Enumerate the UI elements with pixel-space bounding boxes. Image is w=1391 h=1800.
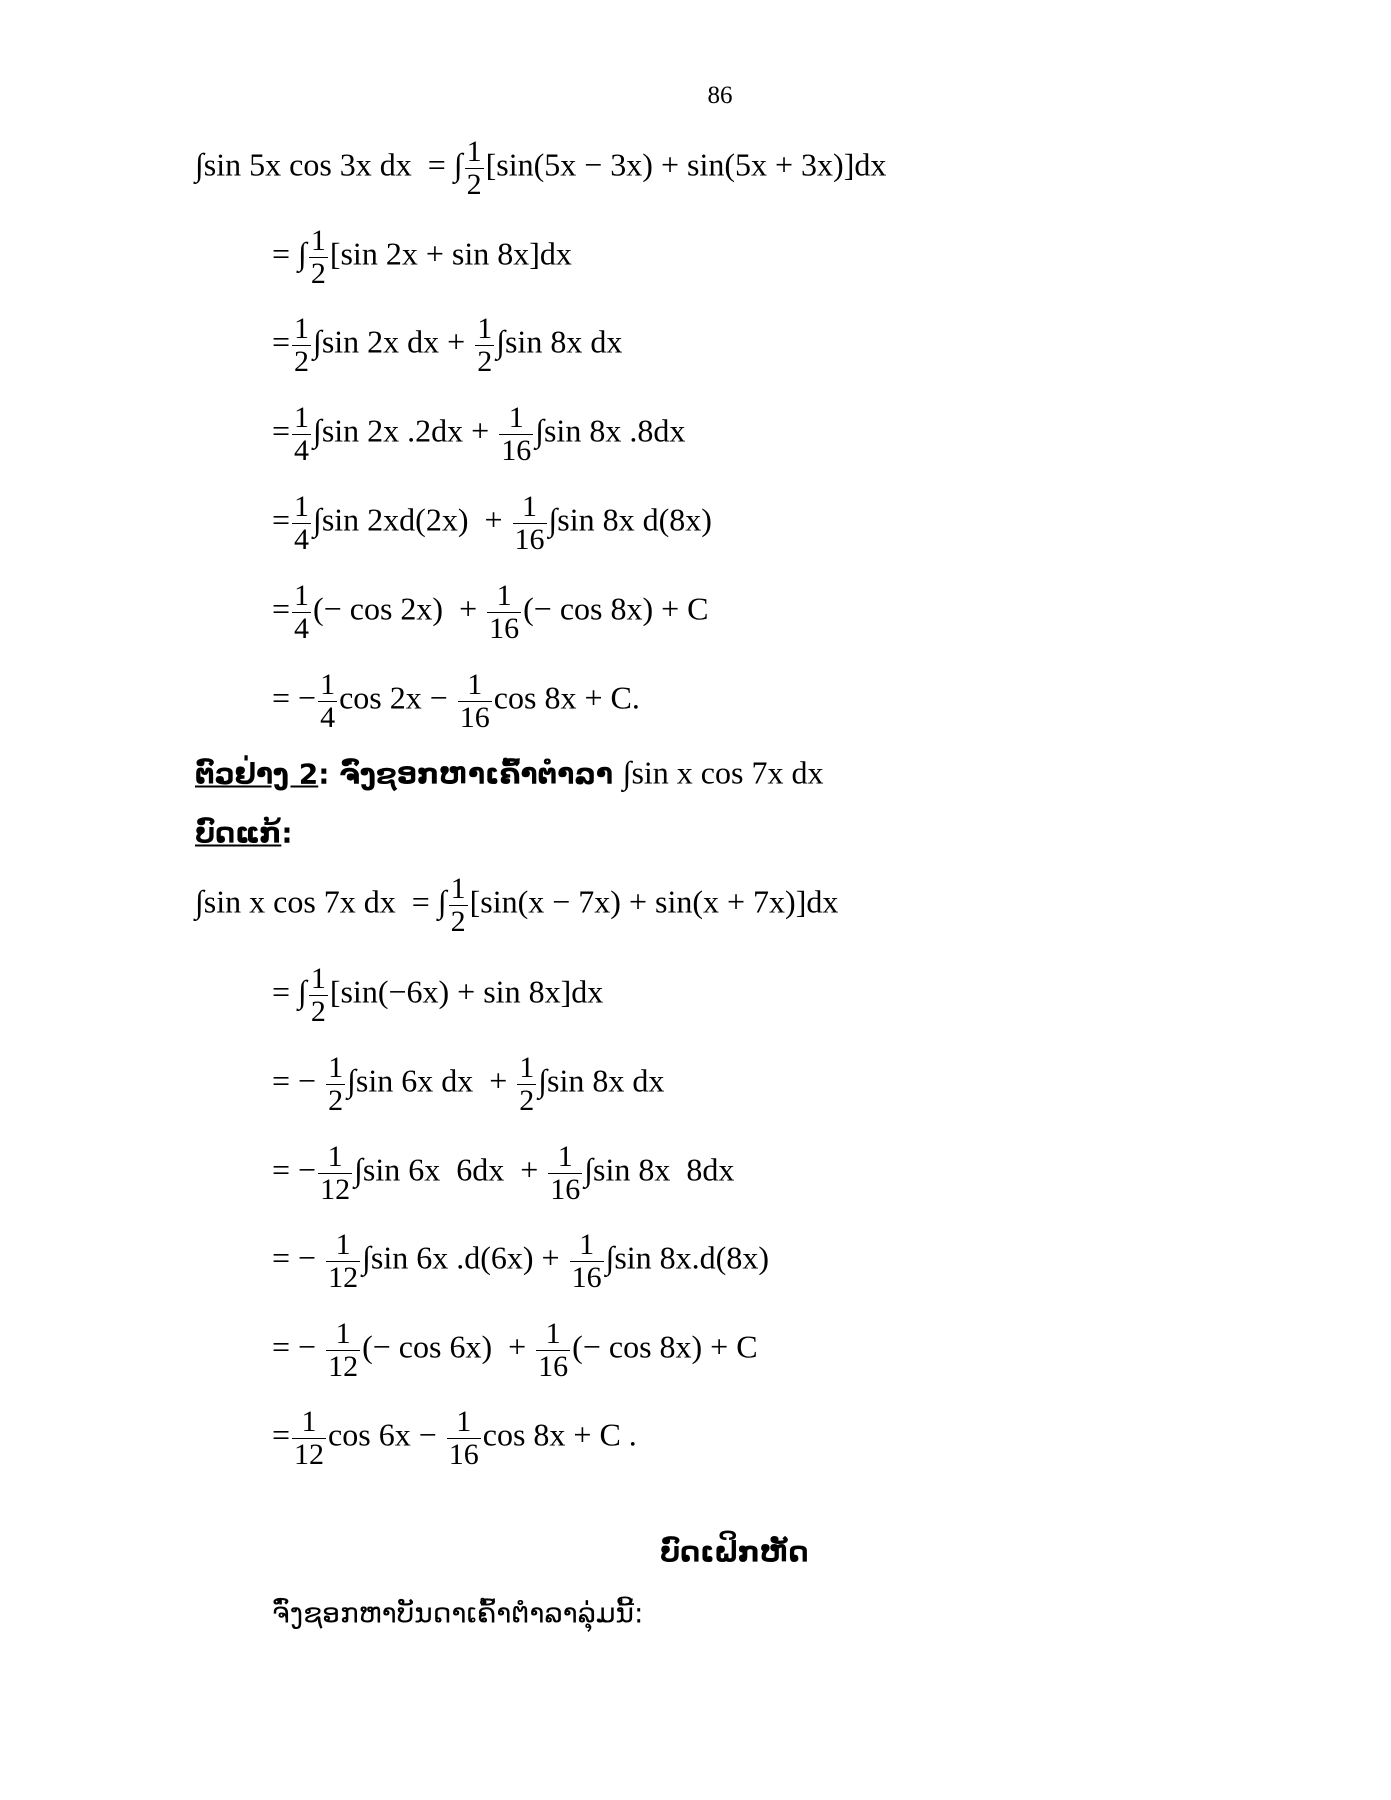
math-text: ∫sin 2xd(2x) +: [313, 501, 511, 538]
numerator: 1: [477, 312, 493, 345]
math-text: =: [272, 323, 291, 360]
numerator: 1: [466, 135, 482, 168]
denominator: 2: [477, 344, 493, 378]
denominator: 16: [448, 1437, 479, 1471]
math-text: = −: [272, 679, 317, 716]
fraction: [292, 491, 311, 555]
math-text: ∫sin 8x .8dx: [535, 412, 686, 449]
math-text: = ∫: [272, 235, 307, 272]
fraction: [536, 1318, 570, 1382]
math-line: [272, 1052, 664, 1116]
math-text: =: [272, 1416, 291, 1453]
denominator: 16: [514, 522, 545, 556]
math-text: =: [272, 412, 291, 449]
numerator: 1: [328, 1051, 344, 1084]
numerator: 1: [335, 1228, 351, 1261]
numerator: 1: [450, 872, 466, 905]
math-line: [272, 580, 709, 644]
fraction: [475, 313, 494, 377]
denominator: 12: [294, 1437, 325, 1471]
fraction: [326, 1318, 360, 1382]
fraction: [499, 402, 533, 466]
math-text: (− cos 8x) + C: [572, 1328, 758, 1365]
math-text: [sin 2x + sin 8x]dx: [329, 235, 572, 272]
fraction: [465, 136, 484, 200]
denominator: 2: [310, 994, 326, 1028]
numerator: 1: [310, 224, 326, 257]
math-text: (− cos 8x) + C: [523, 590, 709, 627]
fraction: [458, 669, 492, 733]
math-text: = ∫: [272, 973, 307, 1010]
math-text: ∫sin 6x 6dx +: [354, 1151, 547, 1188]
math-line: [272, 1318, 758, 1382]
math-text: (− cos 2x) +: [313, 590, 486, 627]
solution-colon: :: [281, 816, 293, 850]
denominator: 12: [328, 1260, 359, 1294]
denominator: 4: [320, 700, 336, 734]
fraction: [292, 1406, 326, 1470]
numerator: 1: [320, 668, 336, 701]
math-line: [272, 313, 622, 377]
numerator: 1: [467, 668, 483, 701]
numerator: 1: [294, 312, 310, 345]
denominator: 2: [450, 904, 466, 938]
fraction: [570, 1229, 604, 1293]
math-text: cos 8x + C .: [482, 1416, 637, 1453]
math-line: [272, 1406, 637, 1470]
fraction: [449, 873, 468, 937]
exercise-heading: ບົດເຝິກຫັດ: [660, 1535, 809, 1569]
numerator: 1: [294, 579, 310, 612]
example-2-statement: [195, 755, 823, 792]
denominator: 16: [489, 611, 520, 645]
math-text: = −: [272, 1151, 317, 1188]
denominator: 4: [294, 522, 310, 556]
numerator: 1: [294, 401, 310, 434]
math-text: = −: [272, 1328, 325, 1365]
numerator: 1: [579, 1228, 595, 1261]
example-integral: ∫sin x cos 7x dx: [622, 754, 824, 791]
math-text: = −: [272, 1239, 325, 1276]
numerator: 1: [301, 1405, 317, 1438]
fraction: [548, 1141, 582, 1205]
numerator: 1: [557, 1140, 573, 1173]
numerator: 1: [545, 1317, 561, 1350]
math-line: [272, 669, 640, 733]
solution-label: ບົດແກ້: [195, 816, 282, 850]
numerator: 1: [456, 1405, 472, 1438]
math-text: cos 8x + C.: [493, 679, 640, 716]
math-text: ∫sin 5x cos 3x dx = ∫: [195, 146, 463, 183]
math-line: [195, 136, 886, 200]
denominator: 16: [501, 433, 532, 467]
numerator: 1: [327, 1140, 343, 1173]
denominator: 4: [294, 433, 310, 467]
numerator: 1: [496, 579, 512, 612]
math-text: ∫sin 2x .2dx +: [313, 412, 498, 449]
fraction: [292, 402, 311, 466]
fraction: [513, 491, 547, 555]
fraction: [292, 580, 311, 644]
math-text: ∫sin 8x.d(8x): [605, 1239, 769, 1276]
fraction: [318, 1141, 352, 1205]
math-text: =: [272, 501, 291, 538]
solution-heading: [195, 817, 293, 850]
fraction: [447, 1406, 481, 1470]
example-colon: :: [318, 757, 340, 791]
math-text: ∫sin 2x dx +: [313, 323, 474, 360]
numerator: 1: [335, 1317, 351, 1350]
math-line: [272, 491, 712, 555]
math-text: [sin(x − 7x) + sin(x + 7x)]dx: [469, 883, 839, 920]
fraction: [326, 1229, 360, 1293]
denominator: 2: [310, 256, 326, 290]
math-text: (− cos 6x) +: [362, 1328, 535, 1365]
math-text: cos 6x −: [328, 1416, 445, 1453]
math-text: ∫sin 6x dx +: [347, 1062, 516, 1099]
numerator: 1: [310, 962, 326, 995]
denominator: 4: [294, 611, 310, 645]
denominator: 2: [328, 1083, 344, 1117]
fraction: [309, 963, 328, 1027]
fraction: [318, 669, 337, 733]
example-label: ຕົວຢ່າງ 2: [195, 757, 319, 791]
math-text: ∫sin 8x dx: [496, 323, 623, 360]
exercise-instruction: ຈົ່ງຊອກຫາບັນດາເຄົ້າຕຳລາລຸ່ມນີ້:: [272, 1596, 644, 1630]
example-prompt: ຈົ່ງຊອກຫາເຄົ້າຕຳລາ: [339, 757, 623, 791]
numerator: 1: [294, 490, 310, 523]
math-text: ∫sin 8x dx: [538, 1062, 665, 1099]
denominator: 2: [294, 344, 310, 378]
denominator: 2: [466, 167, 482, 201]
numerator: 1: [508, 401, 524, 434]
page-number: 86: [707, 82, 733, 109]
denominator: 16: [550, 1172, 581, 1206]
math-text: ∫sin 8x 8dx: [584, 1151, 735, 1188]
math-text: ∫sin x cos 7x dx = ∫: [195, 883, 447, 920]
math-line: [272, 963, 603, 1027]
math-line: [272, 402, 685, 466]
math-text: = −: [272, 1062, 325, 1099]
math-text: [sin(5x − 3x) + sin(5x + 3x)]dx: [485, 146, 887, 183]
math-line: [272, 1141, 734, 1205]
fraction: [326, 1052, 345, 1116]
math-text: ∫sin 6x .d(6x) +: [362, 1239, 568, 1276]
denominator: 12: [320, 1172, 351, 1206]
fraction: [292, 313, 311, 377]
math-text: ∫sin 8x d(8x): [548, 501, 712, 538]
math-line: [272, 225, 572, 289]
numerator: 1: [522, 490, 538, 523]
denominator: 16: [571, 1260, 602, 1294]
denominator: 12: [328, 1349, 359, 1383]
math-text: =: [272, 590, 291, 627]
denominator: 2: [519, 1083, 535, 1117]
numerator: 1: [519, 1051, 535, 1084]
math-text: cos 2x −: [339, 679, 456, 716]
fraction: [309, 225, 328, 289]
denominator: 16: [459, 700, 490, 734]
math-line: [272, 1229, 769, 1293]
denominator: 16: [538, 1349, 569, 1383]
math-line: [195, 873, 838, 937]
fraction: [517, 1052, 536, 1116]
math-text: [sin(−6x) + sin 8x]dx: [329, 973, 604, 1010]
fraction: [487, 580, 521, 644]
